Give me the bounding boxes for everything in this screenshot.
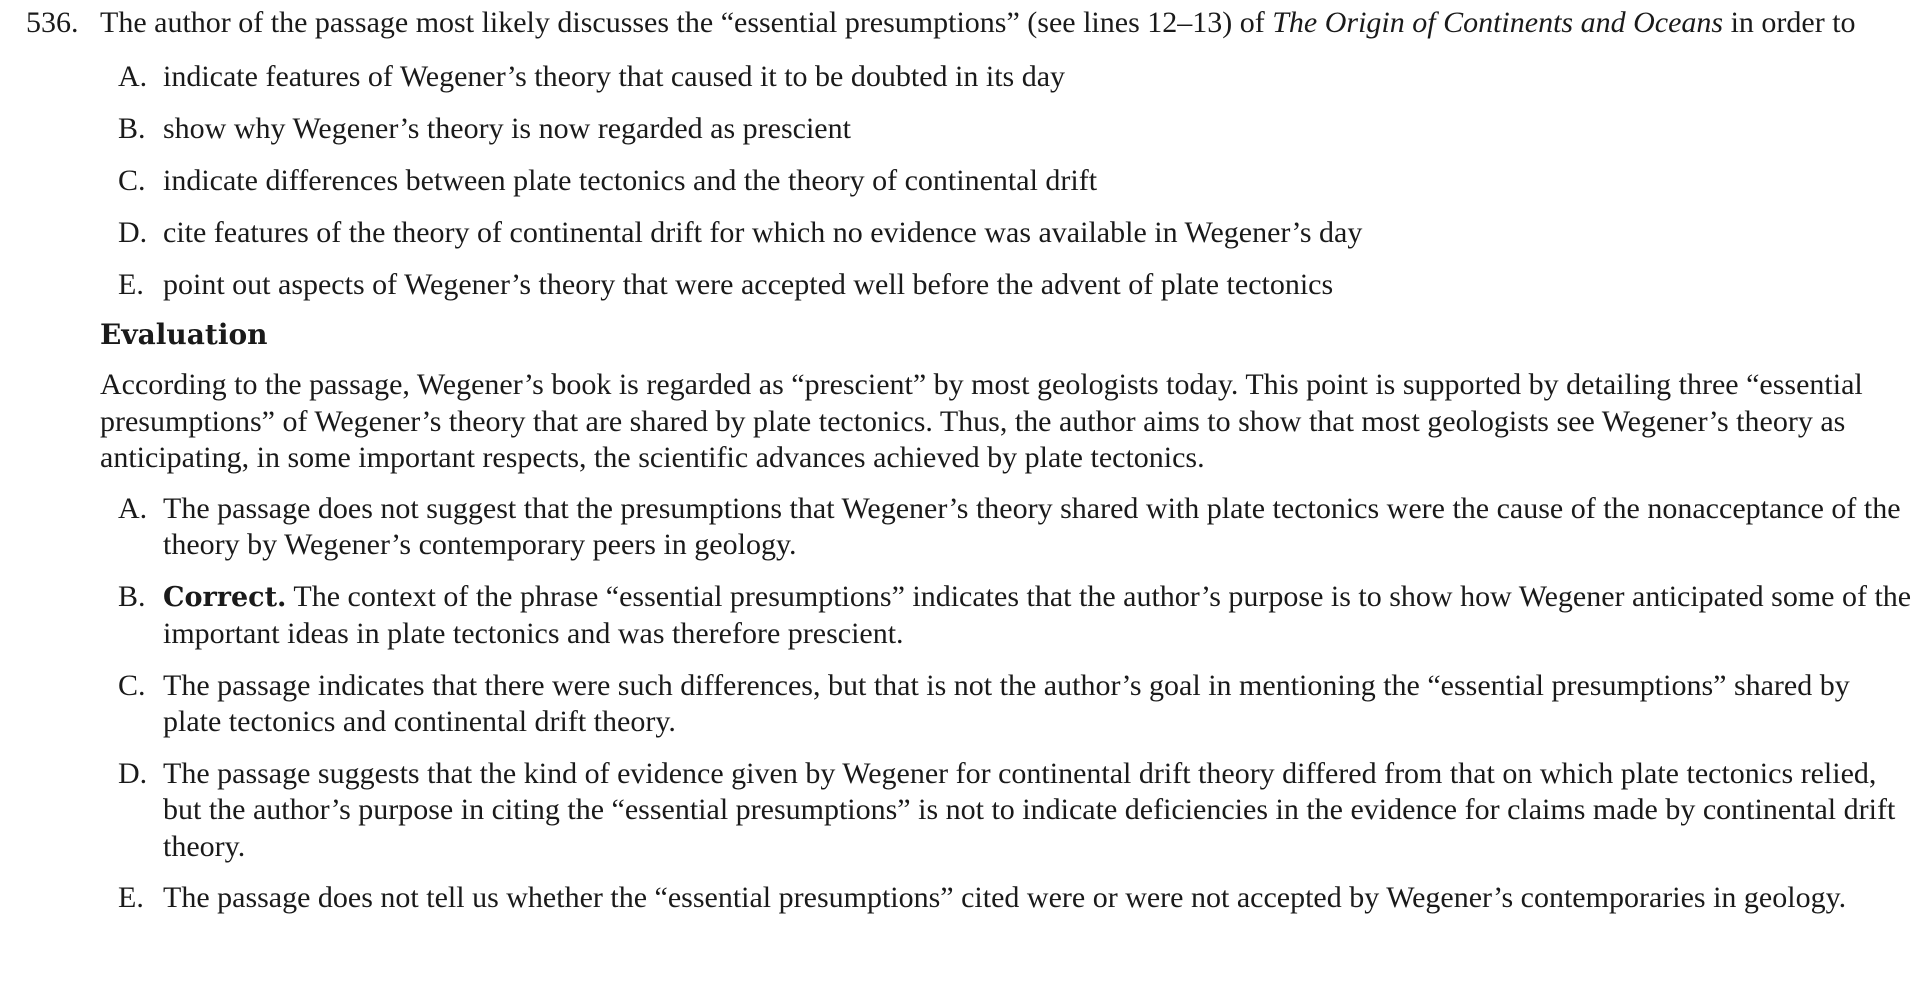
option-c — [118, 162, 1896, 199]
explanation-letter: C. — [118, 668, 146, 702]
option-text: indicate differences between plate tectonics and the theory of continental drift — [163, 164, 1098, 197]
explanation-letter: A. — [118, 491, 148, 525]
explanation-text: The context of the phrase “essential presumptions” indicates that the author’s purpose is to show how Wegener anticipated some of the important ideas in plate tectonics and was therefore prescient. — [163, 579, 1912, 650]
option-letter: C. — [118, 164, 146, 197]
explanation-text: The passage suggests that the kind of evidence given by Wegener for continental drift theory differed from that on which plate tectonics relied, but the author’s purpose in citing the “essential presumptions” is not to indicate deficiencies in the evidence for claims made by continental drift theory. — [163, 756, 1896, 863]
explanation-text: The passage indicates that there were such differences, but that is not the author’s goal in mentioning the “essential presumptions” shared by plate tectonics and continental drift theory. — [163, 668, 1850, 738]
explanation-e — [118, 880, 1913, 917]
explanation-c — [118, 668, 1913, 741]
question-text — [100, 4, 1896, 41]
option-b — [118, 110, 1896, 147]
question-number: 536. — [26, 6, 79, 39]
explanation-letter: D. — [118, 756, 148, 790]
explanation-text: The passage does not suggest that the presumptions that Wegener’s theory shared with plate tectonics were the cause of the nonacceptance of the theory by Wegener’s contemporary peers in geology. — [163, 491, 1901, 561]
option-e — [118, 266, 1896, 303]
explanation-letter: B. — [118, 579, 146, 613]
evaluation-heading: Evaluation — [100, 318, 268, 351]
explanation-body — [163, 579, 1913, 653]
option-letter: E. — [118, 268, 144, 301]
option-letter: B. — [118, 112, 146, 145]
explanation-d — [118, 756, 1913, 866]
explanation-a — [118, 491, 1913, 564]
question-stem — [26, 4, 1896, 41]
answer-options — [118, 58, 1896, 303]
question-text-after: in order to — [1723, 6, 1856, 39]
option-a — [118, 58, 1896, 95]
option-text: indicate features of Wegener’s theory that caused it to be doubted in its day — [163, 60, 1066, 93]
option-text: cite features of the theory of continental drift for which no evidence was available in Wegener’s day — [163, 216, 1363, 249]
option-text: point out aspects of Wegener’s theory that were accepted well before the advent of plate tectonics — [163, 268, 1334, 301]
book-title: The Origin of Continents and Oceans — [1272, 6, 1724, 39]
option-letter: A. — [118, 60, 148, 93]
option-d — [118, 214, 1896, 251]
evaluation-paragraph: According to the passage, Wegener’s book is regarded as “prescient” by most geologists today. This point is supported by detailing three “essential presumptions” of Wegener’s theory that are shared by plate tectonics. Thus, the author aims to show that most geologists see Wegener’s theory as anticipating, in some important respects, the scientific advances achieved by plate tectonics. — [100, 368, 1863, 474]
question-page — [26, 4, 1912, 932]
answer-explanations — [118, 491, 1913, 917]
explanation-text: The passage does not tell us whether the “essential presumptions” cited were or were not accepted by Wegener’s contemporaries in geology. — [163, 881, 1847, 914]
explanation-letter: E. — [118, 881, 144, 914]
explanation-b — [118, 579, 1913, 653]
question-text-before: The author of the passage most likely discusses the “essential presumptions” (see lines 12–13) of — [100, 6, 1273, 39]
option-letter: D. — [118, 216, 148, 249]
correct-label: Correct. — [163, 581, 287, 613]
option-text: show why Wegener’s theory is now regarded as prescient — [163, 112, 851, 145]
